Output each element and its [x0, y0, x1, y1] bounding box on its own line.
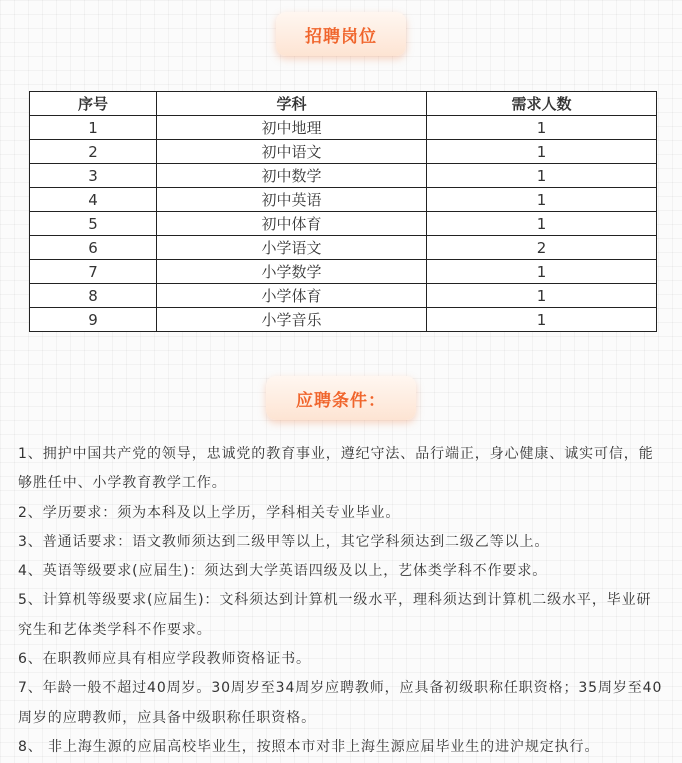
positions-table-wrap [29, 91, 656, 332]
row-index: 1 [30, 116, 157, 140]
header-subject: 学科 [157, 92, 427, 116]
conditions-section-title [266, 376, 416, 420]
condition-item: 4、英语等级要求(应届生)：须达到大学英语四级及以上，艺体类学科不作要求。 [18, 563, 548, 580]
condition-item: 8、 非上海生源的应届高校毕业生，按照本市对非上海生源应届毕业生的进沪规定执行。 [18, 738, 600, 755]
row-index: 6 [30, 236, 157, 260]
row-count: 1 [427, 116, 657, 140]
row-count: 1 [427, 140, 657, 164]
row-subject: 初中数学 [157, 164, 427, 188]
table-row [30, 308, 657, 332]
table-row [30, 284, 657, 308]
row-index: 7 [30, 260, 157, 284]
row-index: 3 [30, 164, 157, 188]
row-subject: 小学语文 [157, 236, 427, 260]
row-subject: 小学音乐 [157, 308, 427, 332]
positions-section-title [276, 12, 406, 56]
row-index: 5 [30, 212, 157, 236]
header-count: 需求人数 [427, 92, 657, 116]
table-row [30, 164, 657, 188]
condition-item: 5、计算机等级要求(应届生)：文科须达到计算机一级水平，理科须达到计算机二级水平，毕业研究生和艺体类学科不作要求。 [18, 592, 652, 638]
row-subject: 初中语文 [157, 140, 427, 164]
row-count: 1 [427, 284, 657, 308]
header-index: 序号 [30, 92, 157, 116]
row-subject: 初中体育 [157, 212, 427, 236]
row-subject: 初中英语 [157, 188, 427, 212]
row-count: 1 [427, 308, 657, 332]
condition-item: 2、学历要求：须为本科及以上学历，学科相关专业毕业。 [18, 504, 401, 521]
condition-item: 6、在职教师应具有相应学段教师资格证书。 [18, 651, 311, 668]
row-count: 2 [427, 236, 657, 260]
row-count: 1 [427, 212, 657, 236]
row-index: 8 [30, 284, 157, 308]
row-count: 1 [427, 260, 657, 284]
row-count: 1 [427, 164, 657, 188]
table-row [30, 116, 657, 140]
table-row [30, 212, 657, 236]
row-subject: 小学体育 [157, 284, 427, 308]
conditions-list [18, 440, 666, 762]
row-index: 9 [30, 308, 157, 332]
row-index: 2 [30, 140, 157, 164]
row-subject: 小学数学 [157, 260, 427, 284]
table-header-row [30, 92, 657, 116]
condition-item: 1、拥护中国共产党的领导，忠诚党的教育事业，遵纪守法、品行端正，身心健康、诚实可信，能够胜任中、小学教育教学工作。 [18, 446, 654, 492]
condition-item: 7、年龄一般不超过40周岁。30周岁至34周岁应聘教师，应具备初级职称任职资格；35周岁至40周岁的应聘教师，应具备中级职称任职资格。 [18, 680, 663, 726]
condition-item: 3、普通话要求：语文教师须达到二级甲等以上，其它学科须达到二级乙等以上。 [18, 533, 550, 550]
table-row [30, 140, 657, 164]
table-row [30, 236, 657, 260]
conditions-section-title-text: 应聘条件： [296, 390, 386, 411]
positions-section-title-text: 招聘岗位 [305, 26, 377, 47]
table-row [30, 260, 657, 284]
row-subject: 初中地理 [157, 116, 427, 140]
row-count: 1 [427, 188, 657, 212]
table-row [30, 188, 657, 212]
row-index: 4 [30, 188, 157, 212]
positions-table [29, 91, 657, 332]
